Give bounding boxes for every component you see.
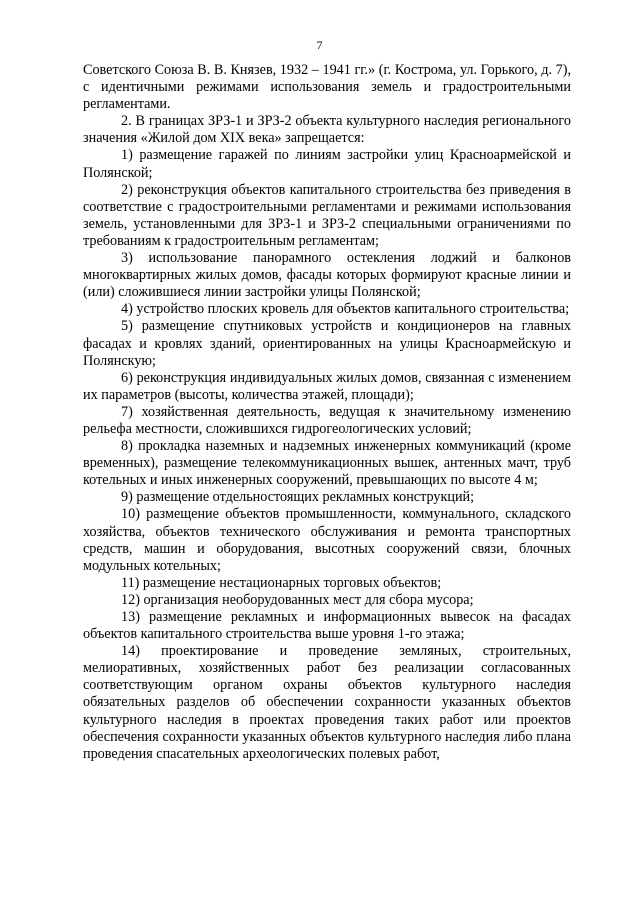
page-number: 7	[316, 38, 323, 52]
document-body	[83, 62, 571, 763]
list-item-14: 14) проектирование и проведение земляных, строительных, мелиоративных, хозяйственных работ без реализации согласованных соответствующим органом охраны объектов культурного наследия обязательных разделов об обеспечении сохранности указанных объектов культурного наследия в проектах проведения таких работ или проектов обеспечения сохранности указанных объектов культурного наследия либо плана проведения спасательных археологических полевых работ,	[83, 643, 571, 762]
list-item-11: 11) размещение нестационарных торговых объектов;	[121, 574, 442, 591]
list-item-3: 3) использование панорамного остекления лоджий и балконов многоквартирных жилых домов, фасады которых формируют красные линии и (или) сложившиеся линии застройки улицы Полянской;	[83, 250, 571, 301]
paragraph-section-2: 2. В границах ЗРЗ-1 и ЗРЗ-2 объекта культурного наследия регионального значения «Жилой дом XIX века» запрещается:	[83, 113, 571, 147]
list-item-9: 9) размещение отдельностоящих рекламных конструкций;	[121, 489, 475, 506]
list-item-2: 2) реконструкция объектов капитального строительства без приведения в соответствие с градостроительными регламентами и режимами использования земель, установленными для ЗРЗ-1 и ЗРЗ-2 специальными ограничениями по требованиям к градостроительным регламентам;	[83, 181, 571, 249]
list-item-8: 8) прокладка наземных и надземных инженерных коммуникаций (кроме временных), размещение телекоммуникационных вышек, антенных мачт, труб котельных и иных инженерных сооружений, превышающих по высоте 4 м;	[83, 438, 571, 489]
list-item-10: 10) размещение объектов промышленности, коммунального, складского хозяйства, объектов технического обслуживания и ремонта транспортных средств, машин и оборудования, высотных сооружений связи, блочных модульных котельных;	[83, 506, 571, 574]
paragraph-continuation: Советского Союза В. В. Князев, 1932 – 1941 гг.» (г. Кострома, ул. Горького, д. 7), с идентичными режимами использования земель и градостроительными регламентами.	[83, 62, 571, 113]
list-item-5: 5) размещение спутниковых устройств и кондиционеров на главных фасадах и кровлях зданий, ориентированных на улицы Красноармейскую и Полянскую;	[83, 318, 571, 369]
list-item-1: 1) размещение гаражей по линиям застройки улиц Красноармейской и Полянской;	[83, 147, 571, 181]
list-item-12: 12) организация необорудованных мест для сбора мусора;	[121, 591, 474, 608]
list-item-6: 6) реконструкция индивидуальных жилых домов, связанная с изменением их параметров (высоты, количества этажей, площади);	[83, 369, 571, 403]
list-item-7: 7) хозяйственная деятельность, ведущая к значительному изменению рельефа местности, сложившихся гидрогеологических условий;	[83, 403, 571, 437]
list-item-4: 4) устройство плоских кровель для объектов капитального строительства;	[121, 301, 570, 318]
list-item-13: 13) размещение рекламных и информационных вывесок на фасадах объектов капитального строительства выше уровня 1-го этажа;	[83, 609, 571, 643]
